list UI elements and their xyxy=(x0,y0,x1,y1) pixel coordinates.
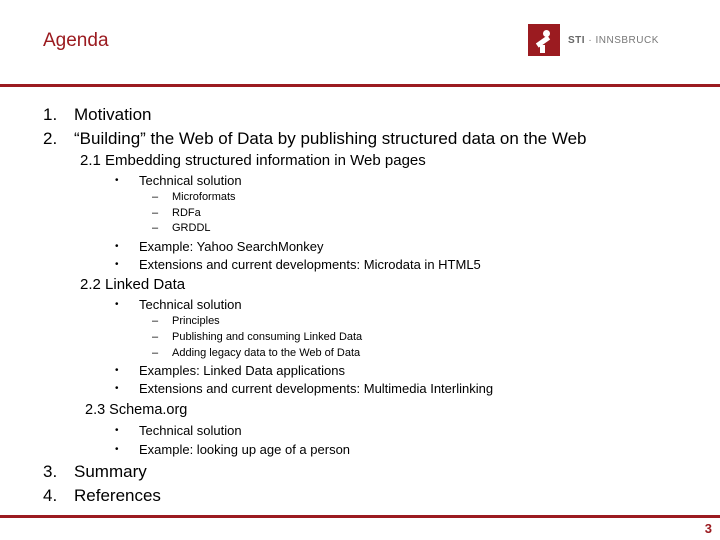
bullet-technical-solution: Technical solution xyxy=(139,173,242,188)
bullet-searchmonkey: Example: Yahoo SearchMonkey xyxy=(139,239,324,254)
slide-title: Agenda xyxy=(43,30,109,51)
sti-innsbruck-logo xyxy=(528,24,659,56)
subsection-2-1: 2.1 Embedding structured information in Web pages xyxy=(80,152,426,169)
sub-item-rdfa: RDFa xyxy=(172,207,201,219)
agenda-label: “Building” the Web of Data by publishing structured data on the Web xyxy=(74,129,587,148)
sub-item-principles: Principles xyxy=(172,315,220,327)
dash-marker: – xyxy=(152,207,159,219)
footer-divider xyxy=(0,515,720,518)
bullet-multimedia-interlinking: Extensions and current developments: Multimedia Interlinking xyxy=(139,381,494,396)
sub-item-publishing: Publishing and consuming Linked Data xyxy=(172,331,363,343)
agenda-label: References xyxy=(74,486,161,505)
dash-marker: – xyxy=(152,315,159,327)
agenda-label: Motivation xyxy=(74,105,152,124)
sub-item-microformats: Microformats xyxy=(172,191,236,203)
agenda-item-2 xyxy=(43,129,587,149)
agenda-number: 1. xyxy=(43,105,58,124)
dash-marker: – xyxy=(152,331,159,343)
bullet-marker: • xyxy=(115,259,119,270)
bullet-marker: • xyxy=(115,241,119,252)
dash-marker: – xyxy=(152,222,159,234)
logo-brand: STI xyxy=(568,34,586,46)
bullet-marker: • xyxy=(115,383,119,394)
bullet-age-of-person: Example: looking up age of a person xyxy=(139,442,351,457)
agenda-label: Summary xyxy=(74,462,147,481)
agenda-number: 3. xyxy=(43,462,58,481)
bullet-marker: • xyxy=(115,365,119,376)
bullet-linked-data-apps: Examples: Linked Data applications xyxy=(139,363,345,378)
bullet-marker: • xyxy=(115,175,119,186)
sub-item-legacy-data: Adding legacy data to the Web of Data xyxy=(172,347,361,359)
dash-marker: – xyxy=(152,191,159,203)
dash-marker: – xyxy=(152,347,159,359)
bullet-microdata: Extensions and current developments: Microdata in HTML5 xyxy=(139,257,481,272)
bullet-technical-solution: Technical solution xyxy=(139,423,242,438)
agenda-number: 4. xyxy=(43,486,58,505)
logo-place: INNSBRUCK xyxy=(595,34,659,46)
subsection-2-2: 2.2 Linked Data xyxy=(80,276,186,293)
sub-item-grddl: GRDDL xyxy=(172,222,211,234)
sti-person-icon xyxy=(528,24,560,56)
agenda-item-1 xyxy=(43,105,151,125)
bullet-marker: • xyxy=(115,299,119,310)
agenda-item-3 xyxy=(43,462,147,482)
subsection-2-3: 2.3 Schema.org xyxy=(85,402,188,418)
bullet-marker: • xyxy=(115,444,119,455)
agenda-number: 2. xyxy=(43,129,58,148)
header-divider xyxy=(0,84,720,87)
logo-separator: · xyxy=(588,34,593,46)
agenda-item-4 xyxy=(43,486,161,506)
logo-wordmark xyxy=(568,35,659,46)
page-number: 3 xyxy=(704,521,712,536)
bullet-marker: • xyxy=(115,425,119,436)
bullet-technical-solution: Technical solution xyxy=(139,297,242,312)
